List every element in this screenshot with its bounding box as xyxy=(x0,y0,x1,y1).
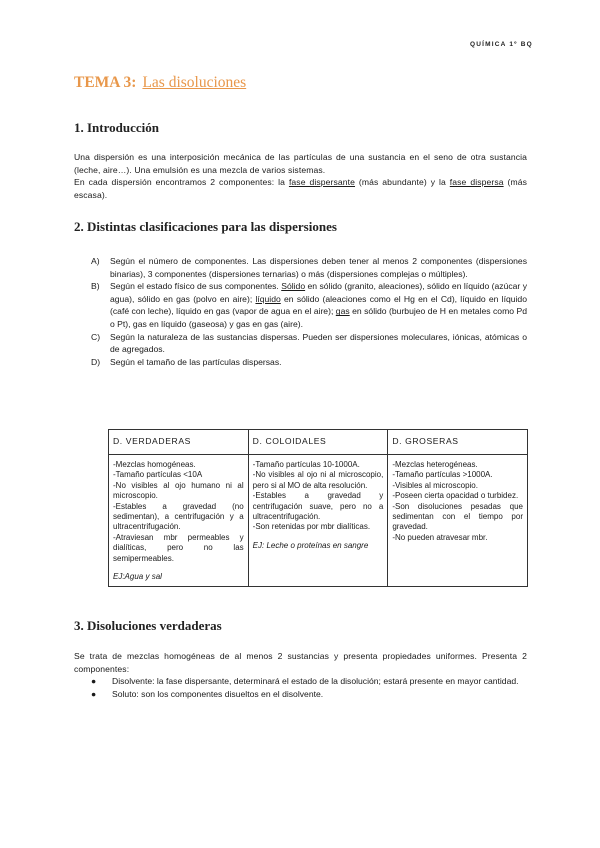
page-title xyxy=(74,74,246,92)
cell-line: -Mezclas heterogéneas. xyxy=(392,460,478,469)
cell-line: -No visibles al ojo ni al microscopio, pero si al MO de alta resolución. xyxy=(252,470,384,490)
term-fase-dispersa: fase dispersa xyxy=(449,177,504,188)
list-item xyxy=(91,688,527,701)
list-item xyxy=(91,331,527,356)
intro-text-4: (más escasa). xyxy=(74,177,528,200)
section-heading-clasificaciones: 2. Distintas clasificaciones para las dispersiones xyxy=(74,219,337,234)
cell-example: EJ:Agua y sal xyxy=(113,572,162,582)
list-item-text: Según el tamaño de las partículas dispersas. xyxy=(110,356,282,367)
cell-example: EJ: Leche o proteínas en sangre xyxy=(252,540,369,550)
list-item-text: Soluto: son los componentes disueltos en el disolvente. xyxy=(112,688,324,699)
list-marker: D) xyxy=(91,356,101,367)
cell-line: -Estables a gravedad y centrifugación suave, pero no a ultracentrifugación. xyxy=(252,491,384,522)
cell-line: -No visibles al ojo humano ni al microscopio. xyxy=(113,480,244,501)
cell-line: -Son disoluciones pesadas que sedimentan con el tiempo por gravedad. xyxy=(392,501,523,532)
intro-paragraph xyxy=(74,151,527,201)
list-marker: A) xyxy=(91,256,100,266)
list-marker: C) xyxy=(91,331,101,342)
list-marker: B) xyxy=(91,281,100,292)
list-item-text: en sólido (burbujeo de H en metales como Pd o Pt), gas en líquido (gaseosa) y gas en gas (aire). xyxy=(110,306,527,329)
term-gas: gas xyxy=(335,306,350,317)
intro-text-3: (más abundante) y la xyxy=(355,177,450,188)
cell-line: -Visibles al microscopio. xyxy=(392,480,478,490)
table-row xyxy=(109,455,528,587)
list-item xyxy=(91,280,527,330)
list-item-text: en sólido (granito, aleaciones), sólido en líquido (azúcar y agua), sólido en gas (polvo en aire); xyxy=(110,281,528,304)
section-heading-introduccion: 1. Introducción xyxy=(74,120,159,135)
term-solido: Sólido xyxy=(281,281,306,292)
list-item-text: Según el número de componentes. Las dispersiones deben tener al menos 2 componentes (dispersiones binarias), 3 componentes (dispersiones ternarias) o más (dispersiones complejas o múltiples). xyxy=(110,256,527,279)
list-item-text: Según el estado físico de sus componentes. xyxy=(110,281,282,292)
term-fase-dispersante: fase dispersante xyxy=(288,177,356,188)
classification-list xyxy=(91,255,527,368)
dispersions-table xyxy=(108,429,528,587)
verdaderas-paragraph: Se trata de mezclas homogéneas de al menos 2 sustancias y presenta propiedades uniformes. Presenta 2 componentes: xyxy=(74,651,527,674)
list-item-text: Según la naturaleza de las sustancias dispersas. Pueden ser dispersiones moleculares, iónicas, atómicas o de agregados. xyxy=(110,331,527,355)
header-verdaderas: D. VERDADERAS xyxy=(109,430,249,455)
list-item-text: Disolvente: la fase dispersante, determinará el estado de la disolución; estará presente en mayor cantidad. xyxy=(112,676,519,686)
intro-text-2: En cada dispersión encontramos 2 componentes: la xyxy=(74,177,289,188)
cell-line: -Poseen cierta opacidad o turbidez. xyxy=(392,491,519,501)
header-groseras: D. GROSERAS xyxy=(388,430,528,455)
cell-groseras xyxy=(388,455,528,587)
term-liquido: líquido xyxy=(255,293,281,304)
list-item xyxy=(91,356,527,369)
list-item xyxy=(91,675,527,688)
bullet-icon: ● xyxy=(91,676,97,686)
table-header-row xyxy=(109,430,528,455)
cell-line: -Mezclas homogéneas. xyxy=(113,460,196,469)
cell-line: -Tamaño partículas 10-1000A. xyxy=(252,460,360,469)
bullet-icon: ● xyxy=(91,688,97,699)
cell-line: -Atraviesan mbr permeables y dialíticas, pero no las semipermeables. xyxy=(113,532,244,563)
cell-coloidales xyxy=(248,455,388,587)
cell-line: -Estables a gravedad (no sedimentan), a centrifugación y a ultracentrifugación. xyxy=(113,501,244,532)
components-list xyxy=(91,675,527,700)
cell-line: -Tamaño partículas <10A xyxy=(113,470,203,480)
title-prefix: TEMA 3: xyxy=(74,74,137,91)
course-header: QUÍMICA 1º BQ xyxy=(470,41,533,48)
title-topic: Las disoluciones xyxy=(142,74,247,91)
list-item-text: en sólido (aleaciones como el Hg en el Cd), líquido en líquido (café con leche), líquido en gas (vapor de agua en el aire); xyxy=(110,293,527,317)
cell-verdaderas xyxy=(109,455,249,587)
section-heading-disoluciones-verdaderas: 3. Disoluciones verdaderas xyxy=(74,618,222,633)
cell-line: -Tamaño partículas >1000A. xyxy=(392,470,493,480)
list-item xyxy=(91,255,527,280)
cell-line: -Son retenidas por mbr dialíticas. xyxy=(252,522,371,532)
intro-text-1: Una dispersión es una interposición mecánica de las partículas de una sustancia en el seno de otra sustancia (leche, aire…). Una emulsión es una mezcla de varios sistemas. xyxy=(74,152,527,175)
header-coloidales: D. COLOIDALES xyxy=(248,430,388,455)
cell-line: -No pueden atravesar mbr. xyxy=(392,532,488,542)
